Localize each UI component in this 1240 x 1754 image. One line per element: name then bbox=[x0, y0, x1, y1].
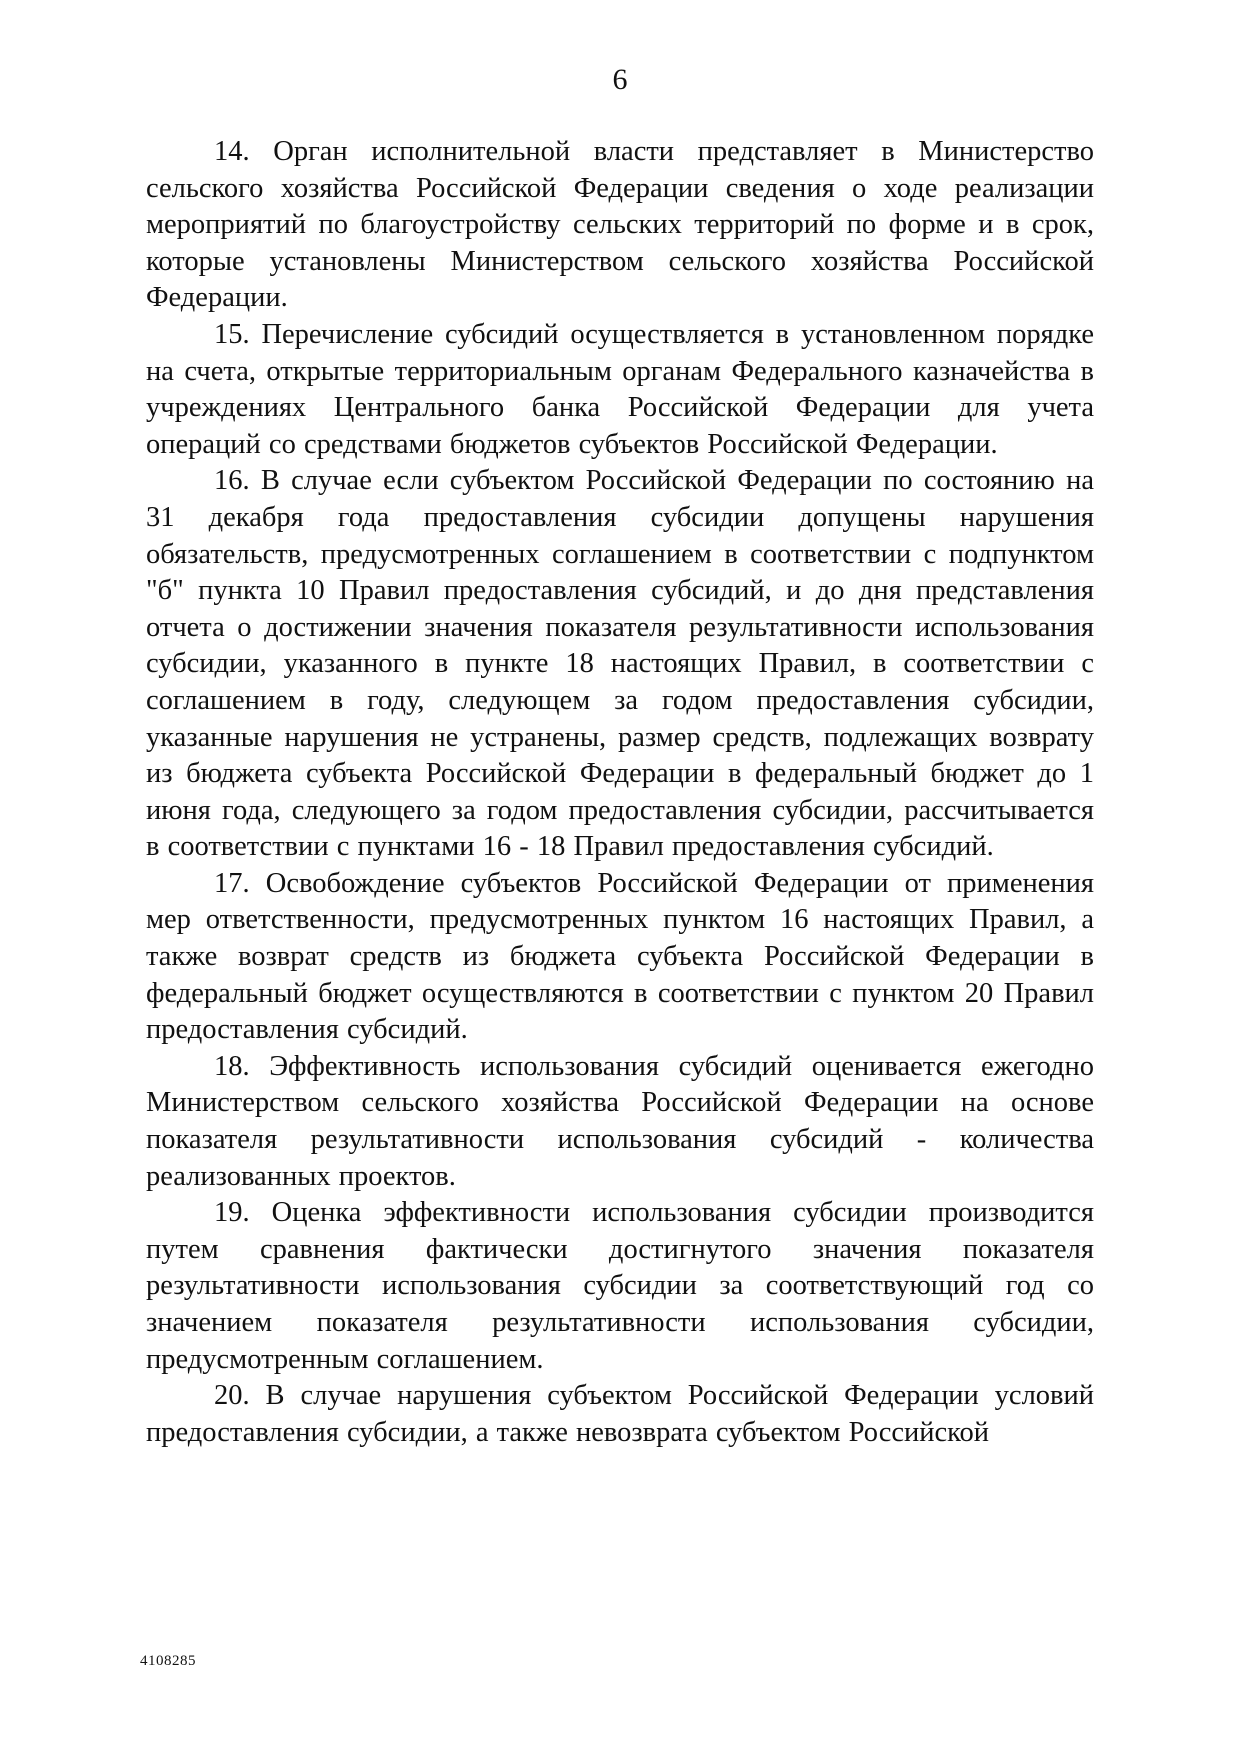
paragraph-16: 16. В случае если субъектом Российской Федерации по состоянию на 31 декабря года предоставления субсидии допущены нарушения обязательств, предусмотренных соглашением в соответствии с подпунктом "б" пункта 10 Правил предоставления субсидий, и до дня представления отчета о достижении значения показателя результативности использования субсидии, указанного в пункте 18 настоящих Правил, в соответствии с соглашением в году, следующем за годом предоставления субсидии, указанные нарушения не устранены, размер средств, подлежащих возврату из бюджета субъекта Российской Федерации в федеральный бюджет до 1 июня года, следующего за годом предоставления субсидии, рассчитывается в соответствии с пунктами 16 - 18 Правил предоставления субсидий. bbox=[146, 465, 1094, 863]
paragraph-14: 14. Орган исполнительной власти представляет в Министерство сельского хозяйства Российской Федерации сведения о ходе реализации мероприятий по благоустройству сельских территорий по форме и в срок, которые установлены Министерством сельского хозяйства Российской Федерации. bbox=[146, 136, 1094, 314]
paragraph-20: 20. В случае нарушения субъектом Российской Федерации условий предоставления субсидии, а также невозврата субъектом Российской bbox=[146, 1380, 1094, 1448]
page-number: 6 bbox=[612, 63, 628, 96]
document-code: 4108285 bbox=[140, 1653, 196, 1669]
document-body bbox=[146, 134, 1094, 1451]
paragraph-17: 17. Освобождение субъектов Российской Федерации от применения мер ответственности, предусмотренных пунктом 16 настоящих Правил, а также возврат средств из бюджета субъекта Российской Федерации в федеральный бюджет осуществляются в соответствии с пунктом 20 Правил предоставления субсидий. bbox=[146, 867, 1094, 1046]
paragraph-19: 19. Оценка эффективности использования субсидии производится путем сравнения фактически достигнутого значения показателя результативности использования субсидии за соответствующий год со значением показателя результативности использования субсидии, предусмотренным соглашением. bbox=[146, 1197, 1094, 1375]
paragraph-15: 15. Перечисление субсидий осуществляется в установленном порядке на счета, открытые территориальным органам Федерального казначейства в учреждениях Центрального банка Российской Федерации для учета операций со средствами бюджетов субъектов Российской Федерации. bbox=[146, 318, 1094, 460]
paragraph-18: 18. Эффективность использования субсидий оценивается ежегодно Министерством сельского хозяйства Российской Федерации на основе показателя результативности использования субсидий - количества реализованных проектов. bbox=[146, 1050, 1094, 1192]
